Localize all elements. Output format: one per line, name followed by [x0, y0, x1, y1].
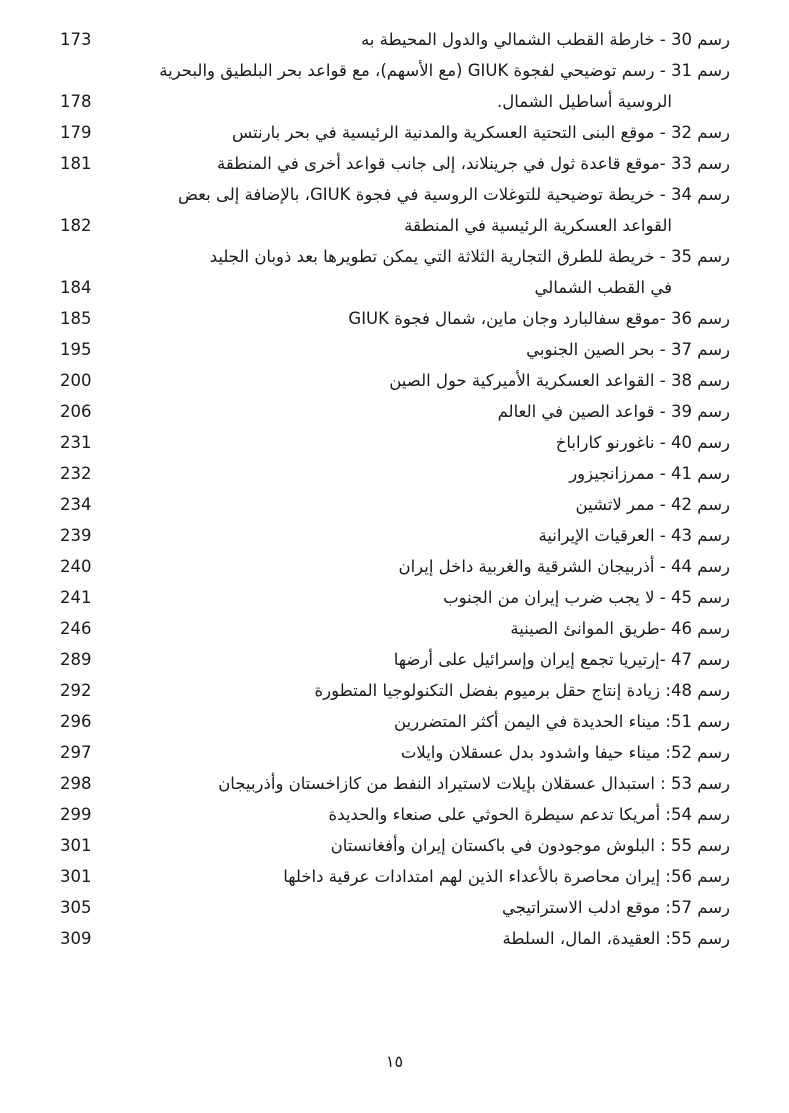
toc-entry [60, 396, 730, 427]
page-ref: 296 [60, 712, 92, 731]
figure-title: رسم 36 -موقع سفالبارد وجان ماين، شمال فجوة GIUK [348, 309, 730, 328]
figure-title: رسم 44 - أذربيجان الشرقية والغربية داخل إيران [398, 557, 730, 576]
figure-title: رسم 57: موقع ادلب الاستراتيجي [502, 898, 730, 917]
page-ref: 173 [60, 30, 92, 49]
page-ref: 234 [60, 495, 92, 514]
figure-title: رسم 51: ميناء الحديدة في اليمن أكثر المتضررين [394, 712, 730, 731]
toc-line [60, 861, 730, 892]
toc-line [60, 148, 730, 179]
toc-line [60, 396, 730, 427]
page-ref: 232 [60, 464, 92, 483]
toc-line [60, 892, 730, 923]
toc-entry [60, 706, 730, 737]
toc-entry [60, 365, 730, 396]
page-ref: 179 [60, 123, 92, 142]
toc-entry [60, 117, 730, 148]
page-ref: 309 [60, 929, 92, 948]
toc-line [60, 24, 730, 55]
page-ref: 292 [60, 681, 92, 700]
figure-title: رسم 33 -موقع قاعدة ثول في جرينلاند، إلى جانب قواعد أخرى في المنطقة [216, 154, 730, 173]
toc-entry [60, 55, 730, 117]
figure-title: رسم 45 - لا يجب ضرب إيران من الجنوب [443, 588, 730, 607]
toc-entry [60, 799, 730, 830]
toc-entry [60, 458, 730, 489]
toc-line [60, 799, 730, 830]
page-ref: 178 [60, 92, 92, 111]
figure-title: رسم 41 - ممرزانجيزور [569, 464, 730, 483]
toc-line [60, 582, 730, 613]
page-ref: 206 [60, 402, 92, 421]
figure-title: رسم 37 - بحر الصين الجنوبي [526, 340, 730, 359]
page-ref: 246 [60, 619, 92, 638]
figure-title: رسم 35 - خريطة للطرق التجارية الثلاثة التي يمكن تطويرها بعد ذوبان الجليد [209, 247, 730, 266]
toc-entry [60, 830, 730, 861]
toc-line [60, 117, 730, 148]
toc-entry [60, 489, 730, 520]
figure-title: رسم 34 - خريطة توضيحية للتوغلات الروسية في فجوة GIUK، بالإضافة إلى بعض [177, 185, 730, 204]
toc-entry [60, 892, 730, 923]
toc-entry [60, 179, 730, 241]
toc-line [60, 272, 730, 303]
toc-entry [60, 303, 730, 334]
page-ref: 299 [60, 805, 92, 824]
figure-title: رسم 38 - القواعد العسكرية الأميركية حول الصين [389, 371, 730, 390]
toc-line [60, 365, 730, 396]
figure-title-continuation: القواعد العسكرية الرئيسية في المنطقة [404, 216, 672, 235]
toc-entry [60, 427, 730, 458]
toc-entry [60, 613, 730, 644]
page-number: ١٥ [385, 1052, 404, 1071]
toc-entry [60, 148, 730, 179]
page-ref: 305 [60, 898, 92, 917]
figure-title: رسم 30 - خارطة القطب الشمالي والدول المحيطة به [360, 30, 730, 49]
toc-line [60, 179, 730, 210]
toc-line [60, 551, 730, 582]
page-ref: 301 [60, 867, 92, 886]
toc-line [60, 644, 730, 675]
toc-line [60, 86, 730, 117]
page-ref: 182 [60, 216, 92, 235]
figure-title: رسم 40 - ناغورنو كاراباخ [555, 433, 730, 452]
figure-title: رسم 54: أمريكا تدعم سيطرة الحوثي على صنعاء والحديدة [328, 805, 730, 824]
toc-line [60, 303, 730, 334]
toc-entry [60, 768, 730, 799]
page-ref: 298 [60, 774, 92, 793]
toc-line [60, 210, 730, 241]
page-ref: 185 [60, 309, 92, 328]
figure-title-continuation: الروسية أساطيل الشمال. [497, 92, 672, 111]
toc-entry [60, 675, 730, 706]
toc-line [60, 706, 730, 737]
toc-entry [60, 737, 730, 768]
page-ref: 289 [60, 650, 92, 669]
toc-entry [60, 241, 730, 303]
page-ref: 240 [60, 557, 92, 576]
toc-line [60, 737, 730, 768]
toc-entry [60, 24, 730, 55]
toc-line [60, 241, 730, 272]
toc-line [60, 458, 730, 489]
figure-title: رسم 47 -إرتيريا تجمع إيران وإسرائيل على أرضها [393, 650, 730, 669]
toc-entry [60, 334, 730, 365]
page-ref: 241 [60, 588, 92, 607]
toc-line [60, 923, 730, 954]
page-ref: 184 [60, 278, 92, 297]
figure-title: رسم 56: إيران محاصرة بالأعداء الذين لهم امتدادات عرقية داخلها [283, 867, 730, 886]
toc-line [60, 768, 730, 799]
figure-title: رسم 39 - قواعد الصين في العالم [497, 402, 730, 421]
toc-entry [60, 644, 730, 675]
figure-title: رسم 52: ميناء حيفا واشدود بدل عسقلان وايلات [400, 743, 730, 762]
toc-line [60, 427, 730, 458]
figure-title: رسم 31 - رسم توضيحي لفجوة GIUK (مع الأسهم)، مع قواعد بحر البلطيق والبحرية [159, 61, 730, 80]
toc-line [60, 675, 730, 706]
figure-title: رسم 53 : استبدال عسقلان بإيلات لاستيراد النفط من كازاخستان وأذربيجان [218, 774, 730, 793]
page-ref: 231 [60, 433, 92, 452]
toc-line [60, 830, 730, 861]
page-ref: 239 [60, 526, 92, 545]
toc-line [60, 55, 730, 86]
toc-line [60, 613, 730, 644]
figure-title-continuation: في القطب الشمالي [534, 278, 672, 297]
page-ref: 297 [60, 743, 92, 762]
figure-title: رسم 55 : البلوش موجودون في باكستان إيران وأفغانستان [330, 836, 730, 855]
page-ref: 181 [60, 154, 92, 173]
toc-entry [60, 551, 730, 582]
toc-entry [60, 520, 730, 551]
toc-entry [60, 582, 730, 613]
toc-entry [60, 861, 730, 892]
figure-title: رسم 42 - ممر لاتشين [575, 495, 730, 514]
toc-line [60, 520, 730, 551]
page-ref: 200 [60, 371, 92, 390]
figure-title: رسم 32 - موقع البنى التحتية العسكرية والمدنية الرئيسية في بحر بارنتس [232, 123, 730, 142]
figure-title: رسم 55: العقيدة، المال، السلطة [502, 929, 730, 948]
toc-line [60, 489, 730, 520]
page-ref: 195 [60, 340, 92, 359]
page-ref: 301 [60, 836, 92, 855]
toc-line [60, 334, 730, 365]
toc-entry [60, 923, 730, 954]
table-of-figures [60, 24, 730, 954]
figure-title: رسم 48: زيادة إنتاج حقل برميوم بفضل التكنولوجيا المتطورة [314, 681, 730, 700]
figure-title: رسم 43 - العرقيات الإيرانية [538, 526, 730, 545]
figure-title: رسم 46 -طريق الموانئ الصينية [510, 619, 730, 638]
